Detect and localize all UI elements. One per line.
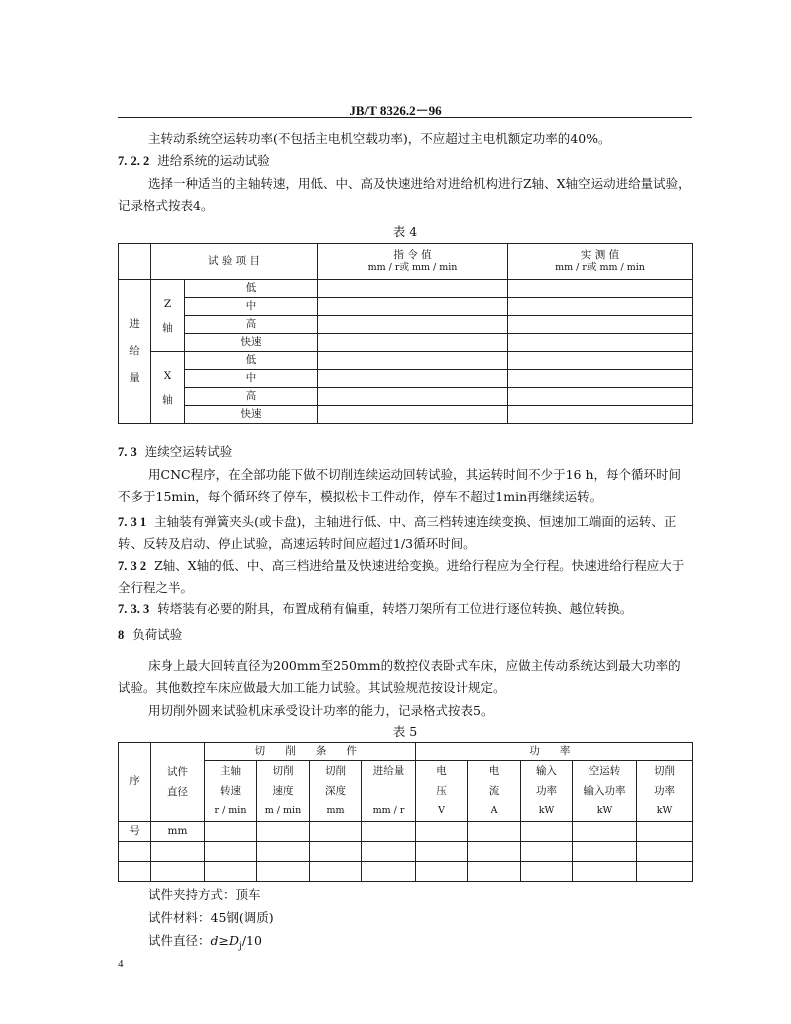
- table4-axis-z: Z 轴: [151, 280, 185, 352]
- table5-col-current: 电 流 A: [468, 761, 521, 822]
- table5-caption: 表 5: [392, 724, 418, 739]
- table4-level-mid: 中: [185, 370, 318, 388]
- table-row: [119, 842, 693, 862]
- header-rule: [118, 117, 692, 118]
- line-material: 试件材料：45钢(调质): [148, 910, 274, 925]
- table4-level-low: 低: [185, 352, 318, 370]
- table5-group-power: 功 率: [416, 743, 693, 761]
- table4-level-high: 高: [185, 388, 318, 406]
- section-title: 连续空运转试验: [144, 444, 233, 459]
- section-number: 7. 3. 3: [118, 602, 150, 616]
- paragraph-feed-test: 选择一种适当的主轴转速，用低、中、高及快速进给对进给机构进行Z轴、X轴空运动进给量试验，记录格式按表4。: [118, 176, 691, 213]
- section-7-2-2-heading: [118, 150, 692, 172]
- section-text: Z轴、X轴的低、中、高三档进给量及快速进给变换。进给行程应为全行程。快速进给行程应大于全行程之半。: [118, 558, 685, 595]
- paragraph-power-limit: 主转动系统空运转功率(不包括主电机空载功率)，不应超过主电机额定功率的40%。: [148, 131, 611, 146]
- table4-header-item: 试 验 项 目: [151, 244, 318, 280]
- table5-col-cutting-depth: 切削 深度 mm: [310, 761, 362, 822]
- table4-level-low: 低: [185, 280, 318, 298]
- paragraph-load-test: 床身上最大回转直径为200mm至250mm的数控仪表卧式车床，应做主传动系统达到最大功率的试验。其他数控车床应做最大加工能力试验。其试验规范按设计规定。: [118, 658, 681, 695]
- table5-col-diameter: 试件 直径: [151, 743, 205, 822]
- table4-caption: 表 4: [392, 224, 418, 239]
- table4-level-rapid: 快速: [185, 334, 318, 352]
- table5-col-spindle-speed: 主轴 转速 r / min: [205, 761, 257, 822]
- table4-header-command: 指 令 值 mm / r或 mm / min: [318, 244, 508, 280]
- table-row: [119, 862, 693, 882]
- section-7-3-3: [118, 598, 692, 620]
- section-8-heading: [118, 624, 692, 646]
- table4-axis-x: X 轴: [151, 352, 185, 424]
- table5-col-idle-power: 空运转 输入功率 kW: [573, 761, 637, 822]
- table5-col-cutting-power: 切削 功率 kW: [637, 761, 693, 822]
- section-7-3-heading: [118, 441, 692, 463]
- section-7-3-2: [118, 555, 692, 599]
- diameter-formula: d≥D: [210, 933, 240, 948]
- table5-col-cutting-speed: 切削 速度 m / min: [257, 761, 310, 822]
- table4-level-high: 高: [185, 316, 318, 334]
- section-text: 主轴装有弹簧夹头(或卡盘)，主轴进行低、中、高三档转速连续变换、恒速加工端面的运转、正转、反转及启动、停止试验，高速运转时间应超过1/3循环时间。: [118, 514, 677, 551]
- table5-col-voltage: 电 压 V: [416, 761, 468, 822]
- table4-level-mid: 中: [185, 298, 318, 316]
- table5: [118, 742, 693, 882]
- section-number: 7. 3 1: [118, 515, 147, 529]
- table5-col-feed: 进给量 mm / r: [362, 761, 416, 822]
- table4-group-label: 进 给 量: [119, 280, 151, 424]
- table4-level-rapid: 快速: [185, 406, 318, 424]
- table4-header-measured: 实 测 值 mm / r或 mm / min: [508, 244, 693, 280]
- paragraph-continuous-run: 用CNC程序，在全部功能下做不切削连续运动回转试验，其运转时间不少于16 h，每个循环时间不多于15min，每个循环终了停车，模拟松卡工件动作，停车不超过1min再继续运转。: [118, 467, 681, 504]
- section-number: 8: [118, 628, 125, 642]
- table5-col-diameter-unit: mm: [151, 822, 205, 842]
- table5-group-cutting: 切 削 条 件: [205, 743, 416, 761]
- table5-col-seq-cont: 号: [119, 822, 151, 842]
- section-7-3-1: [118, 511, 692, 555]
- section-number: 7. 3: [118, 445, 137, 459]
- section-number: 7. 3 2: [118, 559, 147, 573]
- table5-col-seq: 序: [119, 743, 151, 822]
- line-clamping: 试件夹持方式：顶车: [148, 887, 261, 902]
- section-title: 进给系统的运动试验: [157, 153, 270, 168]
- document-code: JB/T 8326.2－96: [349, 103, 442, 118]
- section-number: 7. 2. 2: [118, 154, 150, 168]
- section-title: 负荷试验: [132, 627, 183, 642]
- section-text: 转塔装有必要的附具，布置成稍有偏重，转塔刀架所有工位进行逐位转换、越位转换。: [157, 601, 633, 616]
- paragraph-cutting-test: 用切削外圆来试验机床承受设计功率的能力，记录格式按表5。: [148, 703, 494, 718]
- table4: [118, 243, 693, 424]
- line-diameter: 试件直径：$d\ge D_j/10$: [148, 933, 262, 952]
- table5-col-input-power: 输入 功率 kW: [521, 761, 573, 822]
- page-number: 4: [118, 958, 124, 970]
